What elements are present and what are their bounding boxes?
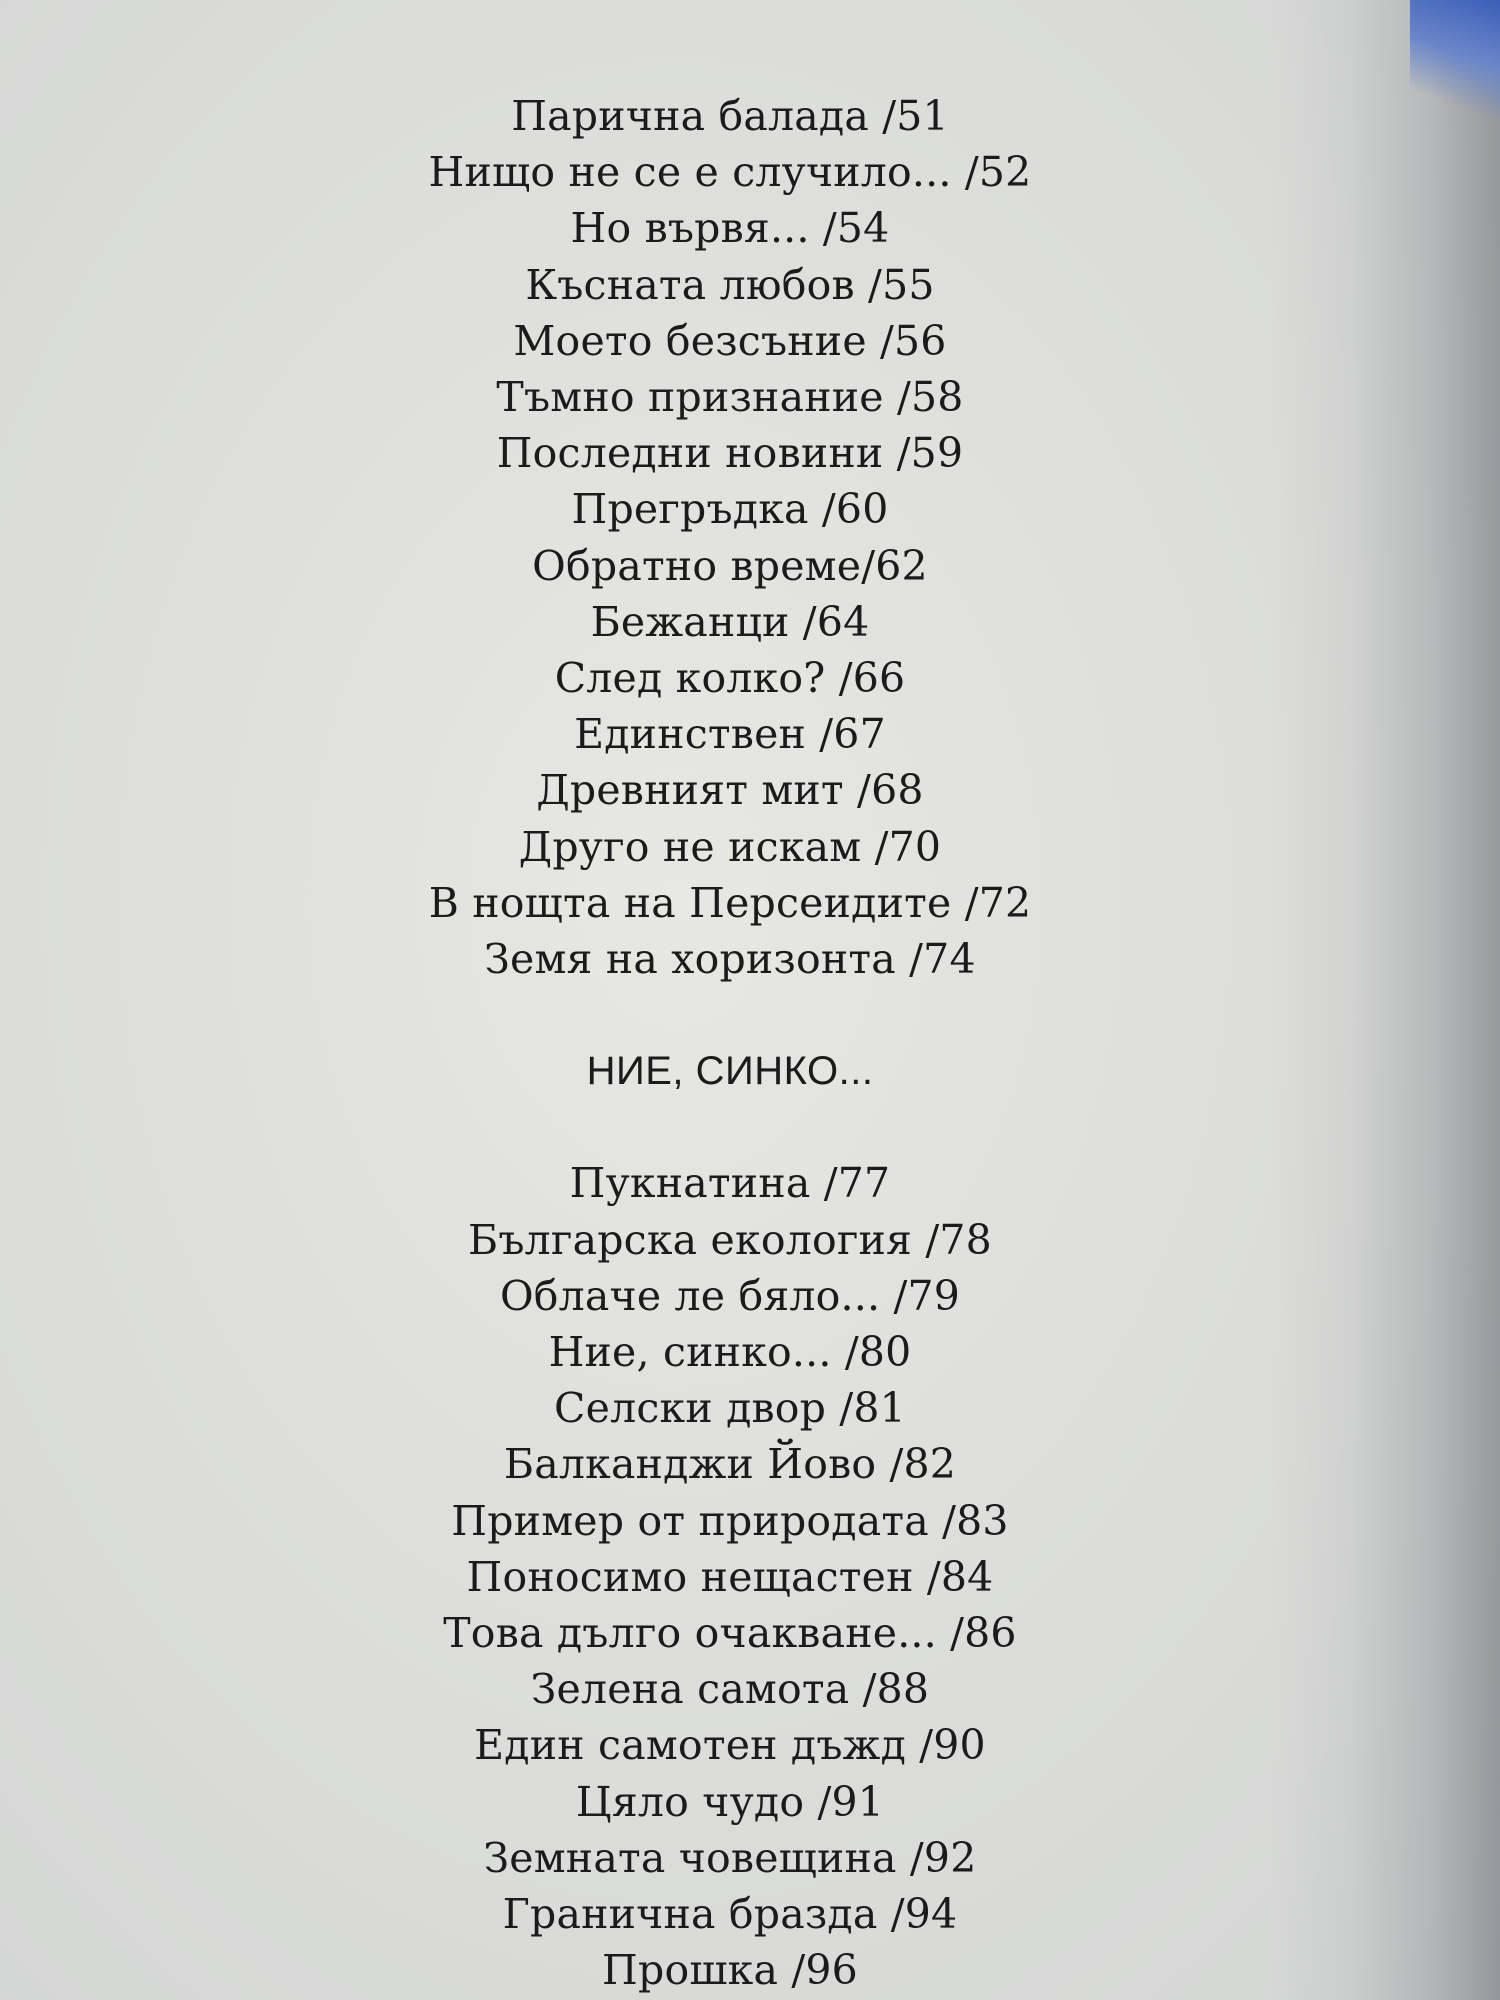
toc-entry: Земя на хоризонта /74	[484, 935, 976, 984]
toc-entry: Но вървя... /54	[570, 204, 890, 253]
table-of-contents	[0, 88, 1460, 1999]
toc-entry: Това дълго очакване... /86	[443, 1609, 1017, 1658]
toc-entry: Земната човещина /92	[483, 1833, 977, 1882]
toc-entry: Прошка /96	[602, 1946, 858, 1995]
toc-entry: Цяло чудо /91	[575, 1777, 885, 1826]
toc-entry: Последни новини /59	[496, 429, 964, 478]
toc-entry: Друго не искам /70	[518, 822, 942, 871]
toc-entry: Обратно време/62	[532, 541, 928, 590]
toc-entry: Пукнатина /77	[569, 1159, 891, 1208]
toc-entry: Бежанци /64	[590, 597, 870, 646]
toc-entry: Зелена самота /88	[530, 1665, 930, 1714]
toc-entry: Българска екология /78	[468, 1215, 992, 1264]
toc-entry: Поносимо нещастен /84	[466, 1552, 994, 1601]
toc-entry: Прегръдка /60	[571, 485, 889, 534]
toc-entry: Древният мит /68	[536, 766, 924, 815]
toc-entry: Късната любов /55	[525, 260, 935, 309]
toc-entry: В нощта на Персеидите /72	[428, 878, 1032, 927]
toc-entry: Моето безсъние /56	[513, 316, 947, 365]
toc-entry: Тъмно признание /58	[496, 373, 964, 422]
toc-entry: Пример от природата /83	[451, 1496, 1009, 1545]
toc-entry: Облаче ле бяло... /79	[499, 1271, 961, 1320]
toc-entry: Ние, синко... /80	[548, 1328, 912, 1377]
toc-list-part2	[0, 1155, 1460, 1998]
section-heading: НИЕ, СИНКО...	[586, 1049, 874, 1094]
toc-entry: Парична балада /51	[511, 92, 949, 140]
toc-entry: След колко? /66	[554, 654, 906, 703]
toc-entry: Балканджи Йово /82	[503, 1440, 957, 1489]
toc-entry: Гранична бразда /94	[502, 1890, 958, 1939]
toc-entry: Селски двор /81	[554, 1384, 906, 1433]
toc-entry: Единствен /67	[574, 710, 886, 759]
toc-entry: Нищо не се е случило... /52	[428, 148, 1032, 197]
toc-entry: Един самотен дъжд /90	[474, 1721, 986, 1770]
toc-list-part1	[0, 88, 1460, 987]
